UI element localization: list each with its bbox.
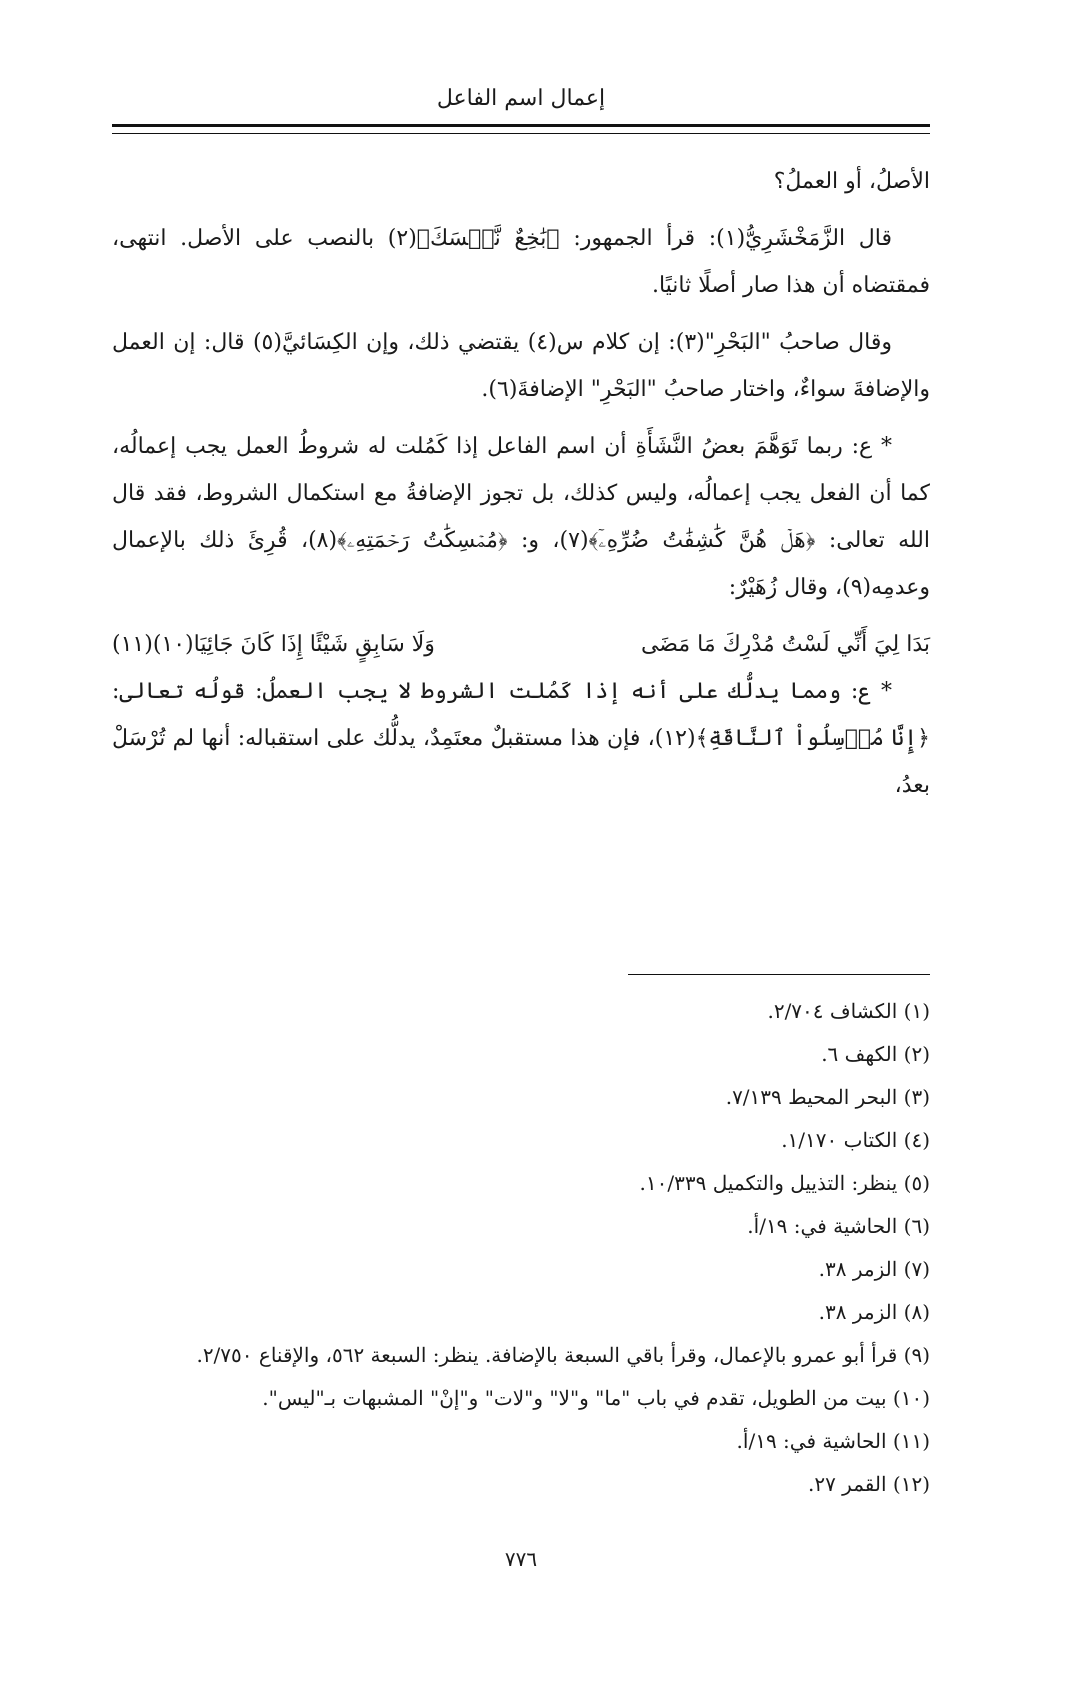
footnote-separator — [628, 974, 930, 975]
paragraph-3: وقال صاحبُ "البَحْرِ"(٣): إن كلام س(٤) يقتضي ذلك، وإن الكِسَائيَّ(٥) قال: إن العمل والإضافةَ سواءٌ، واختار صاحبُ "البَحْرِ" الإضافةَ(٦). — [112, 330, 930, 402]
header-rule-thin — [112, 133, 930, 134]
page-number: ٧٧٦ — [504, 1547, 538, 1571]
footnote-6: (٦) الحاشية في: ١٩/أ. — [747, 1214, 930, 1238]
footnote-12: (١٢) القمر ٢٧. — [807, 1472, 930, 1496]
footnote-2: (٢) الكهف ٦. — [821, 1042, 930, 1066]
footnote-10: (١٠) بيت من الطويل، تقدم في باب "ما" و"لا" و"لات" و"إنْ" المشبهات بـ"ليس". — [262, 1386, 930, 1410]
paragraph-5: * ع: ومما يدلُّك على أنه إذا كَمُلت الشروط لا يجب العملُ: قولُه تعالى: ﴿إِنَّا مُرۡسِلُواْ ٱلنَّاقَةِ﴾(١٢)، فإن هذا مستقبلٌ معتَمِدٌ، يدلُّك على استقباله: أنها لم تُرْسَلْ بعدُ، — [112, 679, 930, 798]
footnote-5: (٥) ينظر: التذييل والتكميل ١٠/٣٣٩. — [639, 1171, 930, 1195]
verse-second-hemistich: وَلَا سَابِقٍ شَيْئًا إِذَا كَانَ جَائِيَا(١٠)(١١) — [112, 632, 435, 657]
poetry-verse — [112, 621, 930, 668]
main-text — [112, 158, 930, 819]
footnote-11: (١١) الحاشية في: ١٩/أ. — [736, 1429, 930, 1453]
footnote-1: (١) الكشاف ٢/٧٠٤. — [767, 999, 930, 1023]
paragraph-1: الأصلُ، أو العملُ؟ — [773, 169, 930, 194]
footnote-7: (٧) الزمر ٣٨. — [818, 1257, 930, 1281]
footnote-3: (٣) البحر المحيط ٧/١٣٩. — [725, 1085, 930, 1109]
header-rule-thick — [112, 124, 930, 127]
footnotes-list — [112, 990, 930, 1506]
paragraph-4: * ع: ربما تَوَهَّمَ بعضُ النَّشَأَةِ أن اسم الفاعل إذا كَمُلت له شروطُ العمل يجب إعمالُه، كما أن الفعل يجب إعمالُه، وليس كذلك، بل تجوز الإضافةُ مع استكمال الشروط، فقد قال الله تعالى: ﴿هَلۡ هُنَّ كَٰشِفَٰتُ ضُرِّهِۦٓ﴾(٧)، و: ﴿مُمۡسِكَٰتُ رَحۡمَتِهِۦ﴾(٨)، قُرِئَ ذلك بالإعمال وعدمِه(٩)، وقال زُهَيْرٌ: — [112, 434, 930, 600]
footnote-8: (٨) الزمر ٣٨. — [818, 1300, 930, 1324]
verse-first-hemistich: بَدَا لِيَ أَنِّي لَسْتُ مُدْرِكَ مَا مَضَى — [640, 632, 930, 657]
running-header: إعمال اسم الفاعل — [436, 86, 606, 111]
paragraph-2: قال الزَّمَخْشَرِيُّ(١): قرأ الجمهور: ﴿بَٰخِعٌ نَّفۡسَكَ﴾(٢) بالنصب على الأصل. انتهى، فمقتضاه أن هذا صار أصلًا ثانيًا. — [112, 226, 930, 298]
footnote-4: (٤) الكتاب ١/١٧٠. — [781, 1128, 930, 1152]
footnote-9: (٩) قرأ أبو عمرو بالإعمال، وقرأ باقي السبعة بالإضافة. ينظر: السبعة ٥٦٢، والإقناع ٢/٧٥٠. — [196, 1343, 930, 1367]
